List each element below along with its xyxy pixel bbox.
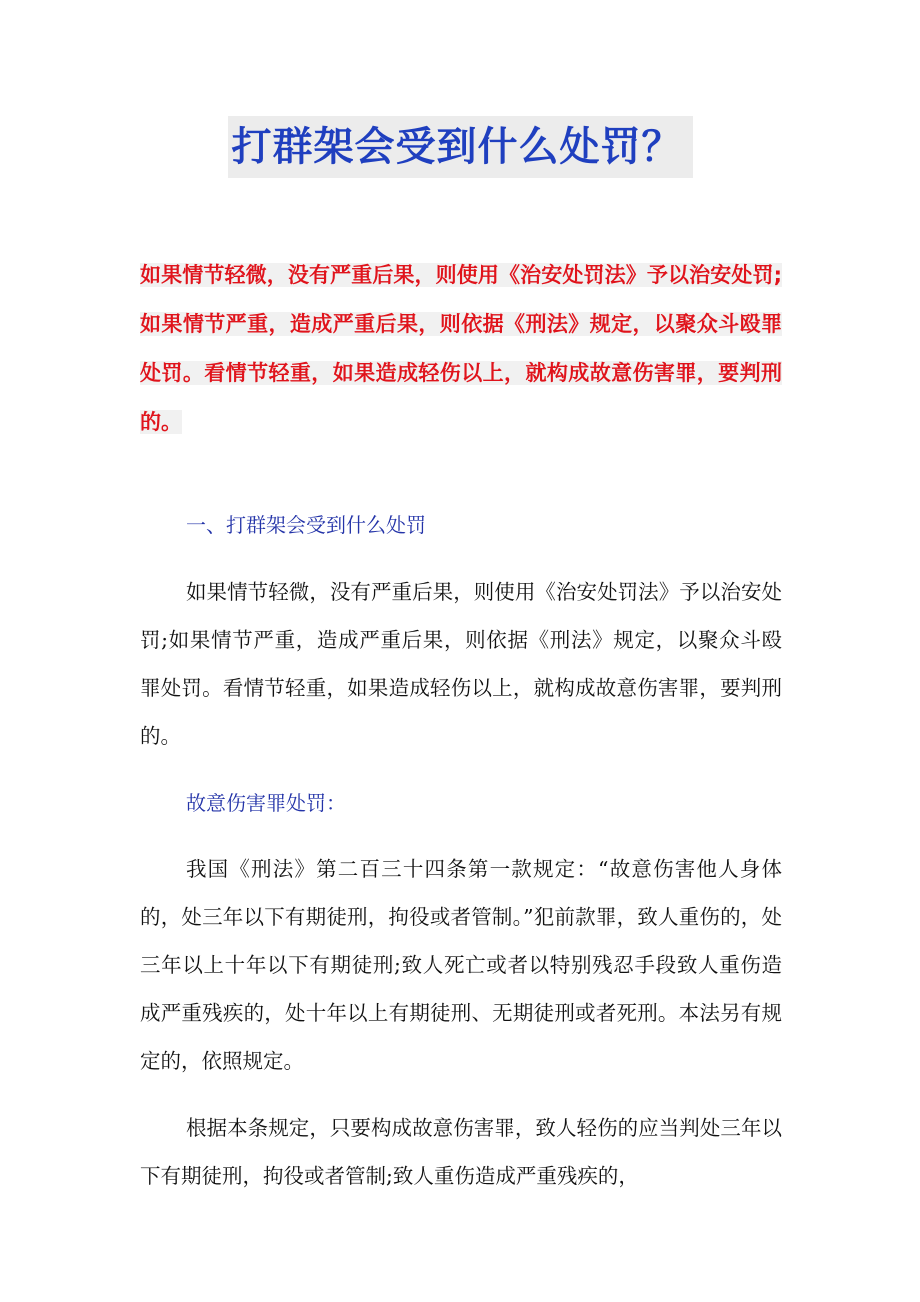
section-2-paragraph-2: 根据本条规定，只要构成故意伤害罪，致人轻伤的应当判处三年以下有期徒刑，拘役或者管制;致人重伤造成严重残疾的， [140, 1116, 782, 1188]
section-heading-2: 故意伤害罪处罚： [186, 791, 346, 815]
summary-text: 如果情节轻微，没有严重后果，则使用《治安处罚法》予以治安处罚;如果情节严重，造成严重后果，则依据《刑法》规定，以聚众斗殴罪处罚。看情节轻重，如果造成轻伤以上，就构成故意伤害罪，要判刑的。 [140, 263, 782, 434]
section-1-paragraph-1: 如果情节轻微，没有严重后果，则使用《治安处罚法》予以治安处罚;如果情节严重，造成严重后果，则依据《刑法》规定，以聚众斗殴罪处罚。看情节轻重，如果造成轻伤以上，就构成故意伤害罪，要判刑的。 [140, 580, 782, 748]
section-heading-1: 一、打群架会受到什么处罚 [186, 513, 426, 537]
page-title: 打群架会受到什么处罚？ [228, 116, 693, 178]
summary-paragraph [140, 251, 782, 447]
title-container [0, 116, 920, 178]
section-2-paragraph-1: 我国《刑法》第二百三十四条第一款规定：“故意伤害他人身体的，处三年以下有期徒刑，拘役或者管制。”犯前款罪，致人重伤的，处三年以上十年以下有期徒刑;致人死亡或者以特别残忍手段致人重伤造成严重残疾的，处十年以上有期徒刑、无期徒刑或者死刑。本法另有规定的，依照规定。 [140, 857, 782, 1073]
